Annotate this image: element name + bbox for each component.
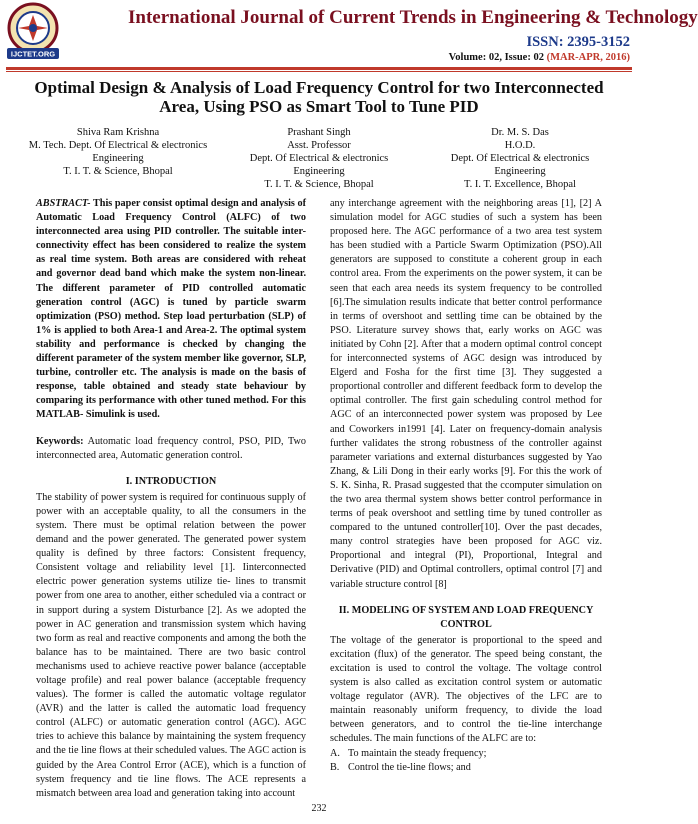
right-column xyxy=(330,197,602,775)
author-affiliation: Engineering xyxy=(494,166,546,177)
author-name: Dr. M. S. Das xyxy=(491,127,549,138)
list-item xyxy=(330,747,602,761)
list-item xyxy=(330,761,602,775)
keywords-label: Keywords: xyxy=(36,435,84,447)
author-3 xyxy=(420,126,620,191)
paper-title: Optimal Design & Analysis of Load Frequency Control for two Interconnected Area, Using PSO as Smart Tool to Tune PID xyxy=(34,78,604,116)
page-number: 232 xyxy=(311,803,327,814)
author-affiliation: T. I. T. & Science, Bhopal xyxy=(63,166,173,177)
journal-volume xyxy=(449,52,630,63)
journal-logo xyxy=(6,2,60,60)
list-item-text: Control the tie-line flows; and xyxy=(348,761,471,773)
introduction-text: The stability of power system is required for continuous supply of power with an acceptable quality, to all the consumers in the system. There must be optimal relation between the power demand and the power generated. The generated power system quality is defined by three factors: Consistent frequency, Consistent voltage and reliability level [1]. Iinterconnected electric power generation systems utilize tie- lines to transmit power from one area to another, either scheduled via a contract or in support during a system Disturbance [2]. As we adopted the power in AC generation and transmission system which having two form as real and reactive components and among the both the balance has to be maintained. There are two basic control mechanisms used to achieve reactive power balance (acceptable voltage profile) and real power balance (acceptable frequency values). The former is called the automatic voltage regulator (AVR) and the latter is called the automatic load frequency control (ALFC) or automatic generation control (AGC). AGC tries to achieve this balance by maintaining the system frequency and the tie line flows at their scheduled values. The AGC action is guided by the Area Control Error (ACE), which is a function of system frequency and tie line flows. The ACE represents a mismatch between area load and generation taking into account xyxy=(36,491,306,799)
introduction-continued: any interchange agreement with the neighboring areas [1], [2] A simulation model for AGC studies of such a system has been proposed here. The AGC performance of a two area test system has been studied with a Particle Swarm Optimization (PSO).All generators are supposed to constitute a coherent group in each control area. From the experiments on the power system, it can be seen that each area needs its system frequency to be controlled [6].The simulation results indicate that better control performance in terms of overshoot and settling time can be obtained by the PSO. Literature survey shows that, early works on AGC was initiated by Cohn [2]. After that a modern optimal control concept for interconnected systems of AGC design was introduced by Elgerd and Fosha for the first time [3]. They suggested a proportional controller and different feedback form to develop the optimal controller. The first gain scheduling control method for AGC of an interconnected power system was proposed by Lee and Coworkers in1991 [4]. Later on frequency-domain analysis further validates the strong robustness of the controller against parameter variations and external disturbances suggested by Yao Zhang, & Lili Dong in their early works [9]. For this the work of S. K. Sinha, R. Prasad suggested that the ccomputer simulation on the two area thermal system shows better control performance in terms of peak overshoot and settling time by tuned controller as compared to the untuned controller[10]. Over the past decades, many control strategies have been proposed for AGC viz. Proportional and integral (PI), Proportional, Integral and Derivative (PID) and Optimal controllers, optimal control [7] and variable structure control [8] xyxy=(330,198,602,590)
section-heading-introduction: I. INTRODUCTION xyxy=(125,475,217,487)
abstract-text: This paper consist optimal design and analysis of Automatic Load Frequency Control (ALFC) of two interconnected area using PID controller. The suitable inter-connectivity effect has been considered to realize the system as real time system. Both areas are considered with reheat and governor dead band which make the system non-linear. The different parameter of PID controlled automatic generation control (AGC) is tuned by particle swarm optimization (PSO) method. Step load perturbation (SLP) of 1% is applied to both Area-1 and Area-2. The optimal system stability and performance is checked by changing the different parameter of the system member like governor, SLP, turbine, controller etc. The analysis is made on the basis of response, table obtained and steady state behaviour by comparing its performance with other tuned method. For this MATLAB- Simulink is used. xyxy=(36,198,306,421)
logo-text: IJCTET.ORG xyxy=(10,49,56,59)
alfc-functions-list xyxy=(330,747,602,775)
left-column xyxy=(36,197,306,801)
author-block xyxy=(18,126,620,191)
journal-issn: ISSN: 2395-3152 xyxy=(526,34,630,50)
abstract-label: ABSTRACT- xyxy=(36,198,91,209)
author-affiliation: H.O.D. xyxy=(504,140,536,151)
keywords xyxy=(36,435,306,463)
keywords-text: Automatic load frequency control, PSO, PID, Two interconnected area, Automatic generation control. xyxy=(36,435,306,461)
author-2 xyxy=(224,126,414,191)
author-affiliation: Dept. Of Electrical & electronics xyxy=(249,153,389,164)
volume-date: (MAR-APR, 2016) xyxy=(546,52,630,63)
author-affiliation: T. I. T. & Science, Bhopal xyxy=(264,179,374,190)
author-name: Shiva Ram Krishna xyxy=(76,127,160,138)
volume-issue: Volume: 02, Issue: 02 xyxy=(448,52,547,63)
list-item-label: A. xyxy=(330,747,340,759)
journal-title: International Journal of Current Trends in Engineering & Technology xyxy=(128,7,698,28)
list-item-text: To maintain the steady frequency; xyxy=(348,747,487,759)
author-affiliation: Engineering xyxy=(92,153,144,164)
header-rule-thin xyxy=(6,71,632,72)
author-affiliation: T. I. T. Excellence, Bhopal xyxy=(464,179,576,190)
list-item-label: B. xyxy=(330,761,340,773)
author-affiliation: M. Tech. Dept. Of Electrical & electronics xyxy=(28,140,208,151)
section-heading-modeling: II. MODELING OF SYSTEM AND LOAD FREQUENCY CONTROL xyxy=(338,604,594,630)
header-rule-thick xyxy=(6,67,632,70)
author-1 xyxy=(18,126,218,191)
author-affiliation: Asst. Professor xyxy=(287,140,351,151)
author-name: Prashant Singh xyxy=(287,127,351,138)
abstract xyxy=(36,197,306,423)
modeling-text: The voltage of the generator is proportional to the speed and excitation (flux) of the generator. The speed being constant, the excitation is used to control the voltage. The voltage control system is also called as excitation control system or automatic voltage regulator (AVR). The objectives of the LFC are to maintain reasonably uniform frequency, to divide the load between generators, and to control the tie-line interchange schedules. The main functions of the ALFC are to: xyxy=(330,634,602,745)
author-affiliation: Dept. Of Electrical & electronics xyxy=(450,153,590,164)
author-affiliation: Engineering xyxy=(293,166,345,177)
